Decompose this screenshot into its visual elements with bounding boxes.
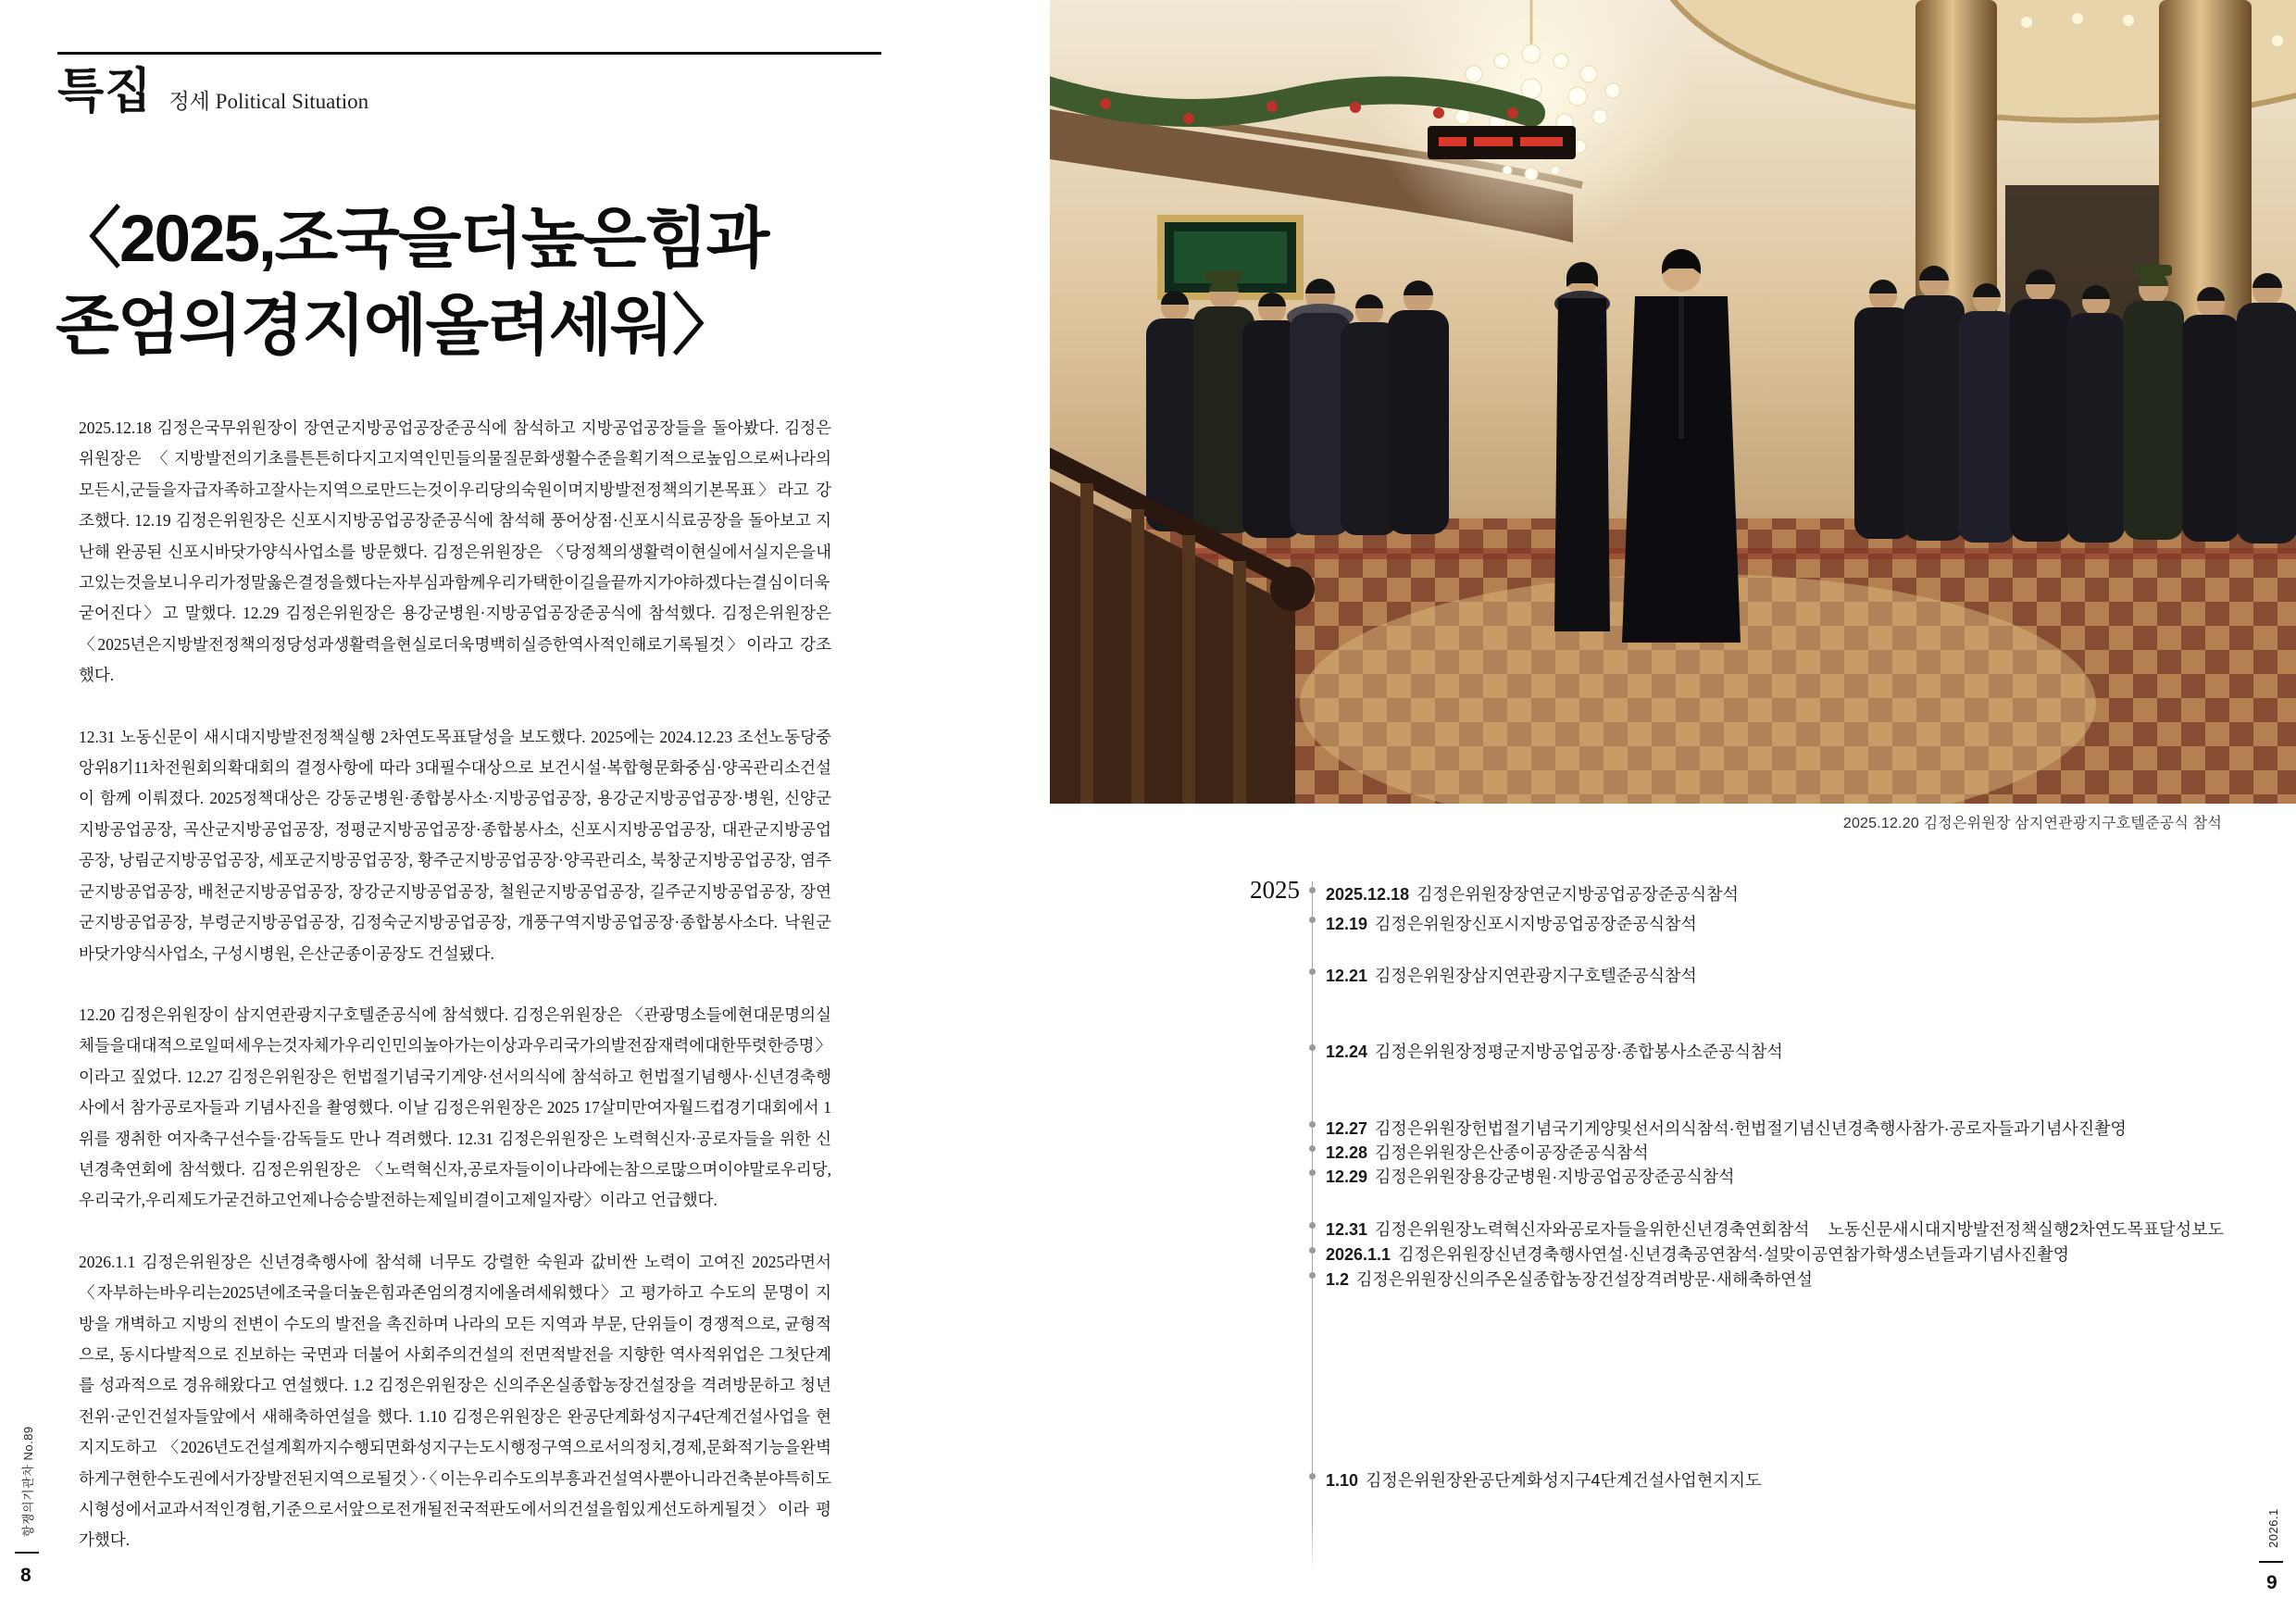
timeline-entry-text: 김정은위원장용강군병원·지방공업공장준공식참석 <box>1375 1167 1735 1186</box>
timeline-entry-text: 김정은위원장장연군지방공업공장준공식참석 <box>1416 885 1739 904</box>
timeline-entry-date: 12.31 <box>1326 1220 1368 1239</box>
central-figures <box>1554 249 1741 643</box>
timeline-entry-text-secondary: 노동신문새시대지방발전정책실행2차연도목표달성보도 <box>1828 1220 2224 1239</box>
timeline-entry <box>1326 1140 1649 1164</box>
timeline-year-label: 2025 <box>1250 876 1300 904</box>
timeline-entry <box>1326 1039 1783 1063</box>
left-page-number: 8 <box>20 1565 31 1586</box>
timeline-entry-text: 김정은위원장헌법절기념국기게양및선서의식참석·헌법절기념신년경축행사참가·공로자들과기념사진촬영 <box>1375 1119 2127 1138</box>
right-page-number: 9 <box>2266 1572 2277 1593</box>
timeline-entry-date: 1.2 <box>1326 1270 1350 1289</box>
timeline-entry-date: 2026.1.1 <box>1326 1245 1391 1264</box>
section-header <box>57 66 369 119</box>
timeline-entry-date: 12.28 <box>1326 1143 1368 1162</box>
photo-illustration <box>1050 0 2296 804</box>
timeline-entry-text: 김정은위원장노력혁신자와공로자들을위한신년경축연회참석 <box>1375 1220 1810 1239</box>
timeline-entry <box>1326 1217 2224 1241</box>
timeline-entry-date: 2025.12.18 <box>1326 885 1410 904</box>
section-divider-rule <box>57 52 881 55</box>
article-body <box>79 413 831 1587</box>
right-folio-rule <box>2259 1561 2283 1563</box>
timeline-entry-date: 12.29 <box>1326 1167 1368 1186</box>
article-paragraph: 2026.1.1 김정은위원장은 신년경축행사에 참석해 너무도 강렬한 숙원과 값비싼 노력이 고여진 2025라면서 〈자부하는바우리는2025년에조국을더높은힘과존엄의경지에올려세워했다〉고 평가하고 수도의 문명이 지방을 개벽하고 지방의 전변이 수도의 발전을 촉진하며 나라의 모든 지역과 부문, 단위들이 경쟁적으로, 균형적으로, 동시다발적으로 진보하는 국면과 더불어 사회주의건설의 전면적발전을 지향한 역사적위업은 그첫단계를 성과적으로 경유해왔다고 연설했다. 1.2 김정은위원장은 신의주온실종합농장건설장을 격려방문하고 청년전위·군인건설자들앞에서 새해축하연설을 했다. 1.10 김정은위원장은 완공단계화성지구4단계건설사업을 현지지도하고 〈2026년도건설계획까지수행되면화성지구는도시행정구역으로서의정치,경제,문화적기능을완벽하게구현한수도권에서가장발전된지역으로될것〉·〈이는우리수도의부흥과건설역사뿐아니라건축분야특히도시형성에서교과서적인경험,기준으로서앞으로전개될전국적판도에서의건설을힘있게선도하게될것〉이라 평가했다. <box>79 1252 831 1550</box>
left-folio-rule <box>15 1552 39 1554</box>
timeline-entry <box>1326 1164 1735 1188</box>
timeline-entry-text: 김정은위원장신포시지방공업공장준공식참석 <box>1375 915 1697 933</box>
article-paragraph: 12.31 노동신문이 새시대지방발전정책실행 2차연도목표달성을 보도했다. 2025에는 2024.12.23 조선노동당중앙위8기11차전원회의확대회의 결정사항에 따라 3대필수대상으로 보건시설·복합형문화중심·양곡관리소건설이 함께 이뤄졌다. 2025정책대상은 강동군병원·종합봉사소·지방공업공장, 용강군지방공업공장·병원, 신양군지방공업공장, 곡산군지방공업공장, 정평군지방공업공장·종합봉사소, 신포시지방공업공장, 대관군지방공업공장, 낭림군지방공업공장, 세포군지방공업공장, 황주군지방공업공장·양곡관리소, 북창군지방공업공장, 염주군지방공업공장, 배천군지방공업공장, 장강군지방공업공장, 철원군지방공업공장, 길주군지방공업공장, 장연군지방공업공장, 부령군지방공업공장, 김정숙군지방공업공장, 개풍구역지방공업공장·종합봉사소다. 낙원군바닷가양식사업소, 구성시병원, 은산군종이공장도 건설됐다. <box>79 727 831 963</box>
article-headline <box>56 196 981 370</box>
headline-line-1: 〈2025,조국을더높은힘과 <box>56 203 768 276</box>
timeline-entry-date: 1.10 <box>1326 1471 1359 1490</box>
timeline-entry-text: 김정은위원장신년경축행사연설·신년경축공연참석·설맞이공연참가학생소년들과기념사진촬영 <box>1398 1245 2069 1264</box>
section-sublabel: 정세 Political Situation <box>168 90 369 113</box>
left-spine-text: 항쟁의기관차 No.89 <box>21 1426 35 1537</box>
timeline-entry-date: 12.24 <box>1326 1042 1368 1061</box>
article-paragraph: 2025.12.18 김정은국무위원장이 장연군지방공업공장준공식에 참석하고 지방공업공장들을 돌아봤다. 김정은위원장은 〈지방발전의기초를튼튼히다지고지역인민들의물질문화생활수준을획기적으로높임으로써나라의모든시,군들을자급자족하고잘사는지역으로만드는것이우리당의숙원이며지방발전정책의기본목표〉라고 강조했다. 12.19 김정은위원장은 신포시지방공업공장준공식에 참석해 풍어상점·신포시식료공장을 돌아보고 지난해 완공된 신포시바닷가양식사업소를 방문했다. 김정은위원장은 〈당정책의생활력이현실에서실지은을내고있는것을보니우리가정말옳은결정을했다는자부심과함께우리가택한이길을끝까지가야하겠다는결심이더욱굳어진다〉고 말했다. 12.29 김정은위원장은 용강군병원·지방공업공장준공식에 참석했다. 김정은위원장은 〈2025년은지방발전정책의정당성과생활력을현실로더욱명백히실증한역사적인해로기록될것〉이라고 강조했다. <box>79 418 831 685</box>
timeline-entry <box>1326 1267 1813 1291</box>
headline-line-2: 존엄의경지에올려세워〉 <box>56 290 736 363</box>
timeline-entry-date: 12.21 <box>1326 967 1368 985</box>
timeline-entry <box>1326 1242 2069 1266</box>
photo-caption: 2025.12.20 김정은위원장 삼지연관광지구호텔준공식 참석 <box>1842 816 2222 831</box>
timeline-entry-date: 12.19 <box>1326 915 1368 933</box>
timeline-entry <box>1326 911 1697 935</box>
timeline-entry-text: 김정은위원장완공단계화성지구4단계건설사업현지지도 <box>1366 1471 1762 1490</box>
article-paragraph: 12.20 김정은위원장이 삼지연관광지구호텔준공식에 참석했다. 김정은위원장은 〈관광명소들에현대문명의실체들을대대적으로일떠세우는것자체가우리인민의높아가는이상과우리국가의발전잠재력에대한뚜렷한증명〉이라고 짚었다. 12.27 김정은위원장은 헌법절기념국기게양·선서의식에 참석하고 헌법절기념행사·신년경축행사에서 참가공로자들과 기념사진을 촬영했다. 이날 김정은위원장은 2025 17살미만여자월드컵경기대회에서 1위를 쟁취한 여자축구선수들·감독들도 만나 격려했다. 12.31 김정은위원장은 노력혁신자·공로자들을 위한 신년경축연회에 참석했다. 김정은위원장은 〈노력혁신자,공로자들이이나라에는참으로많으며이야말로우리당,우리국가,우리제도가굳건하고언제나승승발전하는제일비결이고제일자랑〉이라고 언급했다. <box>79 1005 831 1210</box>
timeline-entry-text: 김정은위원장정평군지방공업공장·종합봉사소준공식참석 <box>1375 1042 1783 1061</box>
timeline-entry <box>1326 1467 1761 1492</box>
timeline-entry <box>1326 881 1739 905</box>
timeline-entry <box>1326 963 1697 987</box>
section-label: 특집 <box>57 66 153 119</box>
timeline-entry-text: 김정은위원장은산종이공장준공식참석 <box>1375 1143 1649 1162</box>
right-spine-text: 2026.1 <box>2266 1508 2280 1548</box>
timeline-entry <box>1326 1116 2127 1140</box>
photo-samjiyon-hotel <box>1050 0 2296 804</box>
timeline-entry-text: 김정은위원장삼지연관광지구호텔준공식참석 <box>1375 967 1697 985</box>
timeline-entry-date: 12.27 <box>1326 1119 1368 1138</box>
timeline-entry-text: 김정은위원장신의주온실종합농장건설장격려방문·새해축하연설 <box>1356 1270 1813 1289</box>
led-sign <box>1428 126 1576 159</box>
